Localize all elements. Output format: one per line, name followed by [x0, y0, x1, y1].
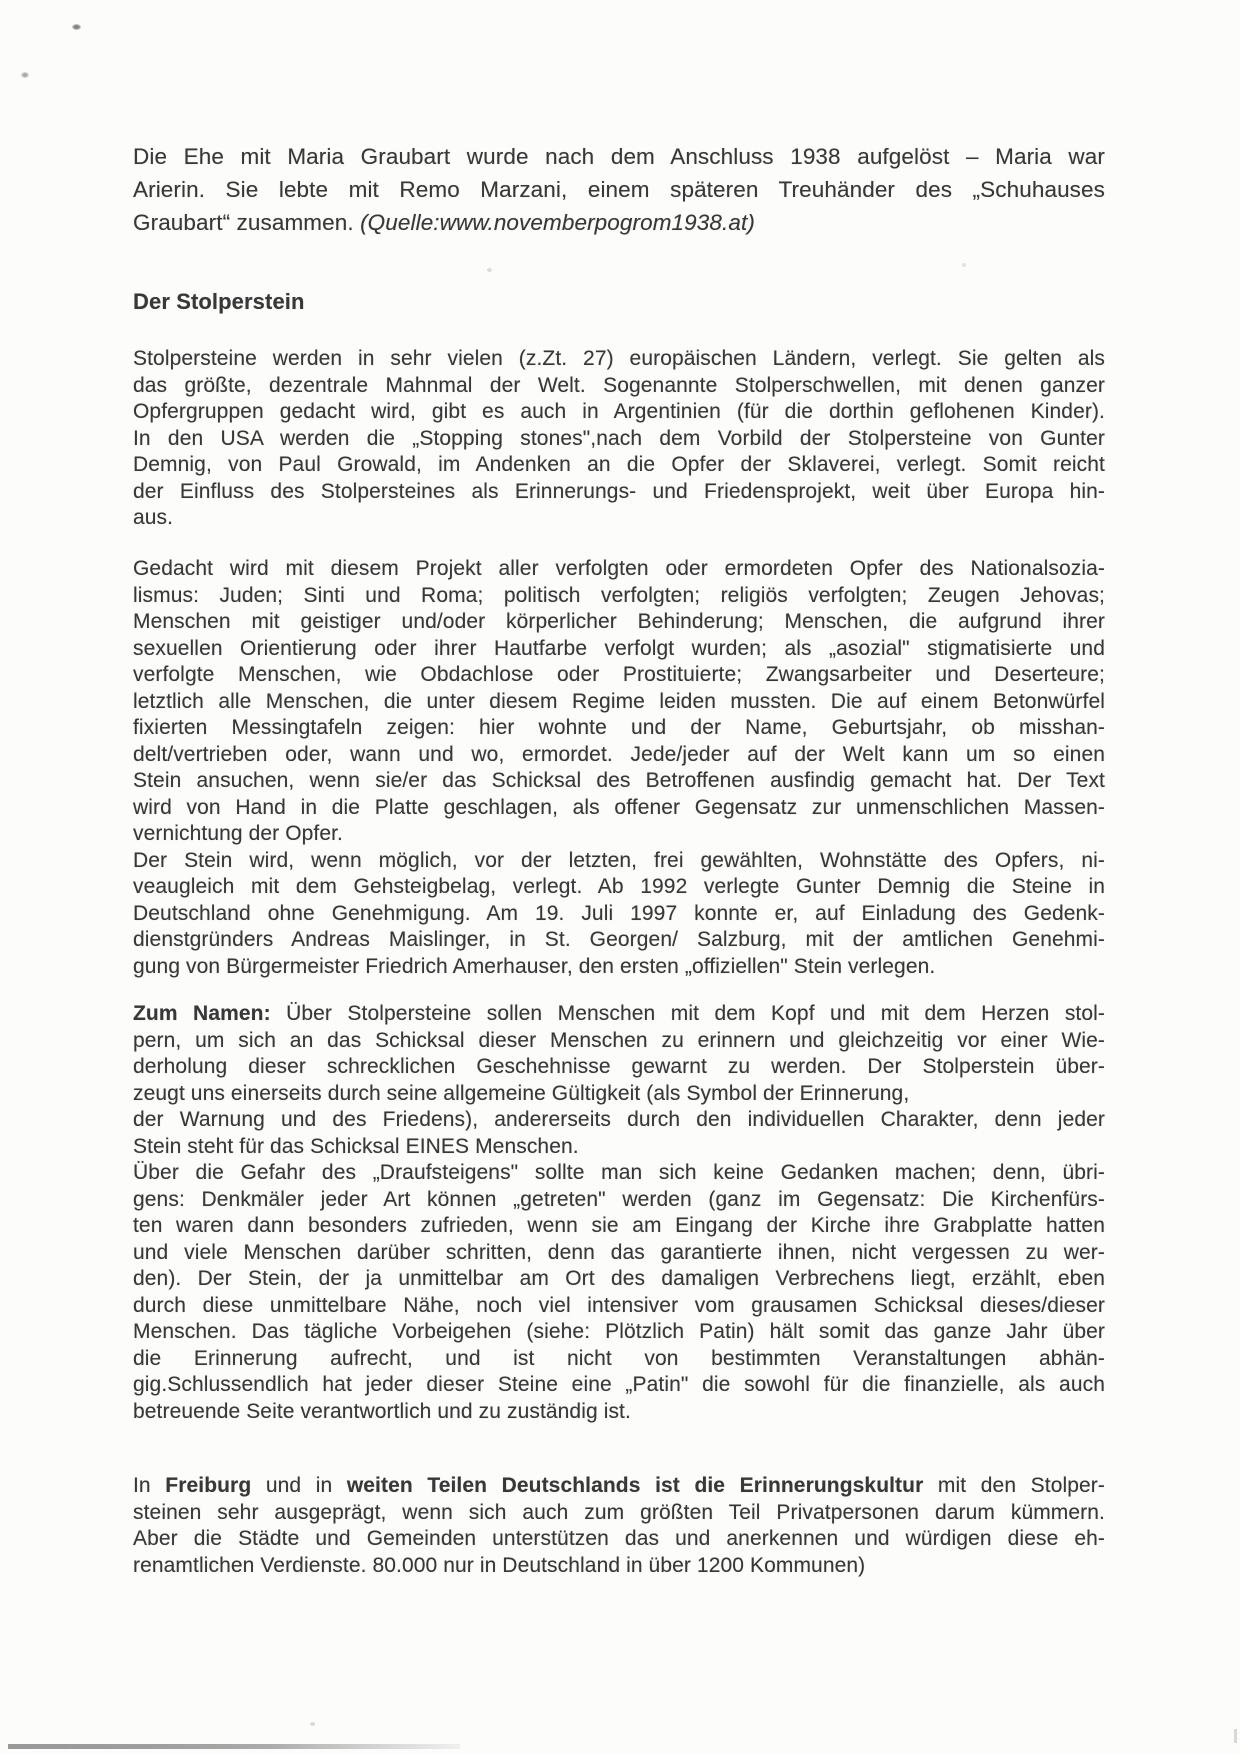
- text-segment: Deutschland ohne Genehmigung. Am 19. Juli 1997 konnte er, auf Einladung des Gedenk-: [133, 901, 1105, 925]
- text-segment: Stein steht für das Schicksal EINES Menschen.: [133, 1134, 579, 1158]
- paragraph-zum-namen: [133, 1001, 1105, 1425]
- text-line: [133, 1054, 1105, 1081]
- text-segment: In den USA werden die „Stopping stones",nach dem Vorbild der Stolpersteine von Gunter: [133, 426, 1105, 450]
- text-segment: betreuende Seite verantwortlich und zu zuständig ist.: [133, 1399, 631, 1423]
- text-line: [133, 288, 1105, 315]
- text-segment: Über Stolpersteine sollen Menschen mit dem Kopf und mit dem Herzen stol-: [270, 1002, 1105, 1025]
- section-heading: [133, 288, 1105, 315]
- text-line: [133, 901, 1105, 928]
- text-line: [133, 821, 1105, 848]
- text-line: [133, 1107, 1105, 1134]
- text-segment: ten waren dann besonders zufrieden, wenn sie am Eingang der Kirche ihre Grabplatte hatten: [133, 1214, 1105, 1237]
- text-segment: Stein ansuchen, wenn sie/er das Schicksal des Betroffenen ausfindig gemacht hat. Der Text: [133, 769, 1105, 792]
- text-line: [133, 927, 1105, 954]
- text-segment: der Einfluss des Stolpersteines als Erinnerungs- und Friedensprojekt, weit über Europa hin-: [133, 479, 1105, 503]
- text-line: [133, 479, 1105, 506]
- text-segment: delt/vertrieben oder, wann und wo, ermordet. Jede/jeder auf der Welt kann um so einen: [133, 742, 1105, 766]
- text-line: [133, 609, 1105, 636]
- scan-artifact-bar: [8, 1744, 460, 1749]
- text-segment: lismus: Juden; Sinti und Roma; politisch verfolgten; religiös verfolgten; Zeugen Jehovas;: [133, 583, 1105, 607]
- text-line: [133, 1187, 1105, 1214]
- paragraph-stolpersteine: [133, 346, 1105, 532]
- text-segment: das größte, dezentrale Mahnmal der Welt. Sogenannte Stolperschwellen, mit denen ganzer: [133, 373, 1105, 397]
- text-segment: verfolgte Menschen, wie Obdachlose oder Prostituierte; Zwangsarbeiter und Deserteure;: [133, 663, 1105, 686]
- text-line: [133, 452, 1105, 479]
- text-line: [133, 1526, 1105, 1553]
- text-segment: gung von Bürgermeister Friedrich Amerhauser, den ersten „offiziellen" Stein verlegen.: [133, 954, 936, 978]
- text-segment: dienstgründers Andreas Maislinger, in St. Georgen/ Salzburg, mit der amtlichen Genehmi-: [133, 928, 1105, 951]
- text-segment: (Quelle:www.novemberpogrom1938.at): [360, 210, 755, 235]
- text-line: [133, 636, 1105, 663]
- text-line: [133, 715, 1105, 742]
- text-segment: veaugleich mit dem Gehsteigbelag, verlegt. Ab 1992 verlegte Gunter Demnig die Steine in: [133, 875, 1105, 898]
- text-segment: weiten Teilen Deutschlands ist die Erinnerungskultur: [346, 1474, 924, 1497]
- text-segment: wird von Hand in die Platte geschlagen, als offener Gegensatz zur unmenschlichen Massen-: [133, 795, 1105, 819]
- text-line: [133, 742, 1105, 769]
- text-segment: aus.: [133, 506, 174, 529]
- text-line: [133, 1553, 1105, 1580]
- text-segment: Gedacht wird mit diesem Projekt aller verfolgten oder ermordeten Opfer des Nationalsozia-: [133, 557, 1105, 580]
- text-line: [133, 848, 1105, 875]
- text-line: [133, 1266, 1105, 1293]
- text-segment: Menschen mit geistiger und/oder körperlicher Behinderung; Menschen, die aufgrund ihrer: [133, 610, 1105, 633]
- text-segment: und in: [251, 1474, 347, 1497]
- paragraph-intro: [133, 140, 1105, 239]
- text-line: [133, 954, 1105, 981]
- text-line: [133, 583, 1105, 610]
- text-line: [133, 1372, 1105, 1399]
- text-segment: die Erinnerung aufrecht, und ist nicht von bestimmten Veranstaltungen abhän-: [133, 1346, 1105, 1370]
- paragraph-freiburg: [133, 1473, 1105, 1579]
- text-segment: pern, um sich an das Schicksal dieser Menschen zu erinnern und gleichzeitig vor einer Wie-: [133, 1028, 1105, 1052]
- text-line: [133, 1319, 1105, 1346]
- text-segment: Der Stein wird, wenn möglich, vor der letzten, frei gewählten, Wohnstätte des Opfers, ni-: [133, 848, 1105, 872]
- text-line: [133, 795, 1105, 822]
- text-segment: durch diese unmittelbare Nähe, noch viel intensiver vom grausamen Schicksal dieses/dieser: [133, 1293, 1105, 1317]
- text-line: [133, 556, 1105, 583]
- text-segment: Freiburg: [165, 1474, 252, 1497]
- text-segment: steinen sehr ausgeprägt, wenn sich auch zum größten Teil Privatpersonen darum kümmern.: [133, 1500, 1105, 1524]
- text-segment: gig.Schlussendlich hat jeder dieser Steine eine „Patin" die sowohl für die finanzielle, als auch: [133, 1373, 1105, 1396]
- text-segment: Opfergruppen gedacht wird, gibt es auch in Argentinien (für die dorthin geflohenen Kinder).: [133, 400, 1105, 423]
- text-line: [133, 768, 1105, 795]
- text-line: [133, 399, 1105, 426]
- text-line: [133, 662, 1105, 689]
- text-segment: derholung dieser schrecklichen Geschehnisse gewarnt zu werden. Der Stolperstein über-: [133, 1055, 1105, 1078]
- text-line: [133, 505, 1105, 532]
- paragraph-gedacht: [133, 556, 1105, 980]
- text-segment: sexuellen Orientierung oder ihrer Hautfarbe verfolgt wurden; als „asozial" stigmatisierte und: [133, 636, 1105, 660]
- text-line: [133, 1240, 1105, 1267]
- text-line: [133, 1399, 1105, 1426]
- text-line: [133, 1293, 1105, 1320]
- text-line: [133, 1160, 1105, 1187]
- text-segment: vernichtung der Opfer.: [133, 822, 343, 845]
- text-line: [133, 426, 1105, 453]
- text-segment: renamtlichen Verdienste. 80.000 nur in Deutschland in über 1200 Kommunen): [133, 1553, 866, 1577]
- text-line: [133, 140, 1105, 173]
- text-segment: Demnig, von Paul Growald, im Andenken an die Opfer der Sklaverei, verlegt. Somit reicht: [133, 453, 1105, 476]
- text-line: [133, 1001, 1105, 1028]
- text-line: [133, 1213, 1105, 1240]
- text-segment: fixierten Messingtafeln zeigen: hier wohnte und der Name, Geburtsjahr, ob misshan-: [133, 716, 1105, 739]
- text-line: [133, 1346, 1105, 1373]
- text-segment: zeugt uns einerseits durch seine allgemeine Gültigkeit (als Symbol der Erinnerung,: [133, 1081, 910, 1105]
- text-line: [133, 1500, 1105, 1527]
- text-segment: Über die Gefahr des „Draufsteigens" sollte man sich keine Gedanken machen; denn, übri-: [133, 1161, 1105, 1184]
- text-segment: Graubart“ zusammen.: [133, 210, 361, 235]
- text-segment: der Warnung und des Friedens), andererseits durch den individuellen Charakter, denn jeder: [133, 1108, 1105, 1131]
- text-line: [133, 689, 1105, 716]
- text-segment: mit den Stolper-: [923, 1474, 1105, 1497]
- text-segment: und viele Menschen darüber schritten, denn das garantierte ihnen, nicht vergessen zu wer-: [133, 1240, 1105, 1264]
- scan-edge-mark: [1234, 1729, 1237, 1743]
- text-line: [133, 1473, 1105, 1500]
- text-segment: Die Ehe mit Maria Graubart wurde nach dem Anschluss 1938 aufgelöst – Maria war: [133, 144, 1105, 169]
- text-line: [133, 173, 1105, 206]
- text-segment: Aber die Städte und Gemeinden unterstützen das und anerkennen und würdigen diese eh-: [133, 1527, 1105, 1550]
- text-line: [133, 206, 1105, 239]
- text-segment: Arierin. Sie lebte mit Remo Marzani, einem späteren Treuhänder des „Schuhauses: [133, 177, 1105, 202]
- text-segment: letztlich alle Menschen, die unter diesem Regime leiden mussten. Die auf einem Betonwürfel: [133, 689, 1105, 713]
- text-segment: Menschen. Das tägliche Vorbeigehen (siehe: Plötzlich Patin) hält somit das ganze Jahr über: [133, 1320, 1105, 1343]
- text-line: [133, 874, 1105, 901]
- text-segment: Zum Namen:: [133, 1002, 271, 1025]
- text-line: [133, 373, 1105, 400]
- text-segment: Der Stolperstein: [133, 289, 305, 314]
- text-segment: Stolpersteine werden in sehr vielen (z.Zt. 27) europäischen Ländern, verlegt. Sie gelten als: [133, 347, 1105, 370]
- text-line: [133, 1028, 1105, 1055]
- text-line: [133, 1081, 1105, 1108]
- text-segment: In: [133, 1474, 166, 1497]
- text-segment: gens: Denkmäler jeder Art können „getreten" werden (ganz im Gegensatz: Die Kirchenfürs-: [133, 1187, 1105, 1211]
- text-segment: den). Der Stein, der ja unmittelbar am Ort des damaligen Verbrechens liegt, erzählt, eben: [133, 1267, 1105, 1290]
- text-line: [133, 346, 1105, 373]
- text-line: [133, 1134, 1105, 1161]
